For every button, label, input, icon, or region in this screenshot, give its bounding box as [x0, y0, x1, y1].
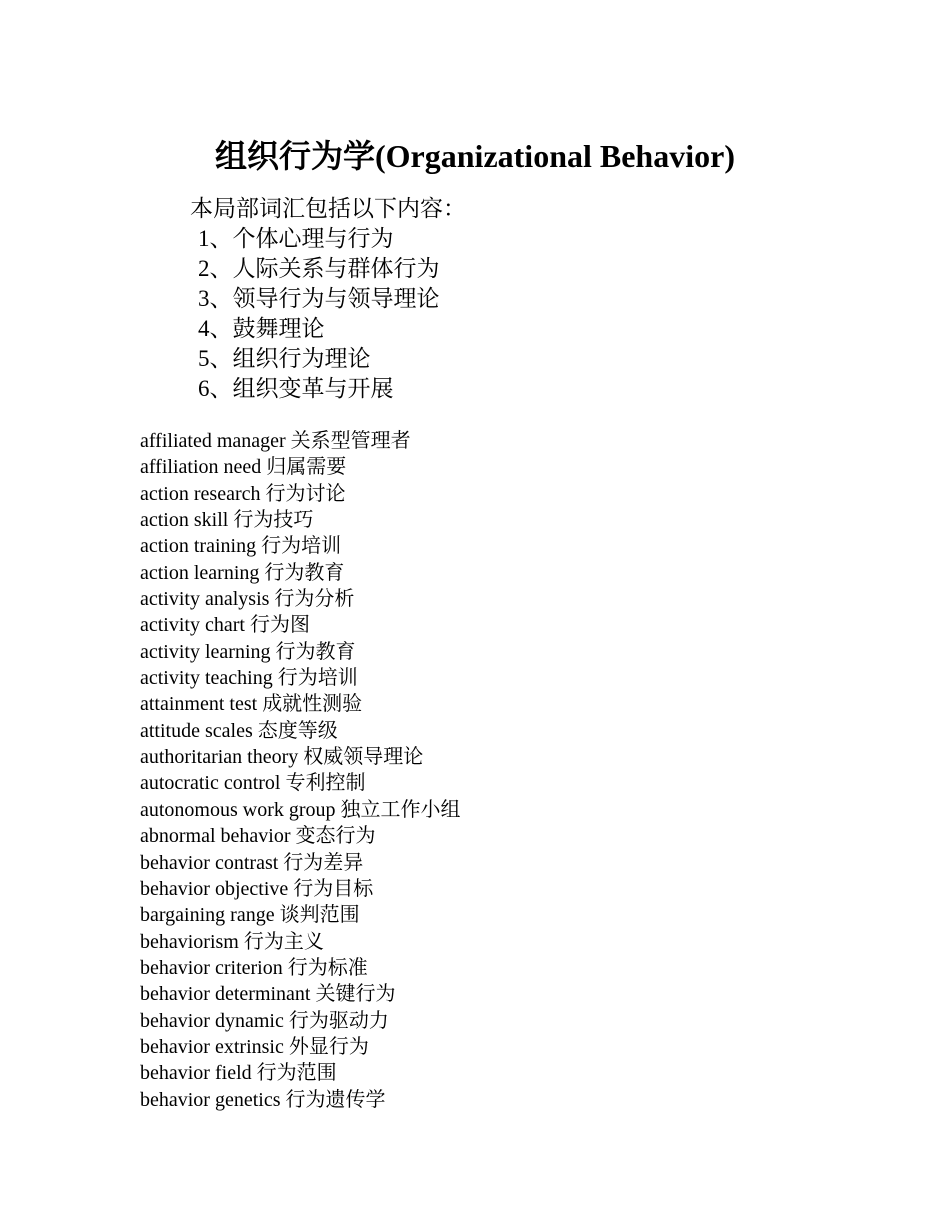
glossary-entry: [140, 507, 461, 533]
term-english: autonomous work group: [140, 798, 336, 821]
term-chinese: 权威领导理论: [303, 746, 424, 769]
term-english: behavior determinant: [140, 983, 311, 1006]
term-chinese: 行为教育: [275, 640, 356, 663]
glossary-entry: [140, 586, 461, 612]
term-english: behavior dynamic: [140, 1009, 284, 1032]
term-chinese: 行为目标: [293, 877, 374, 900]
glossary-entry: [140, 691, 461, 717]
term-chinese: 行为技巧: [233, 509, 314, 532]
term-english: activity chart: [140, 614, 245, 637]
term-chinese: 行为驱动力: [288, 1009, 389, 1032]
section-item: 5、组织行为理论: [198, 346, 371, 371]
term-english: activity learning: [140, 640, 271, 663]
term-chinese: 行为标准: [287, 956, 368, 979]
term-english: behavior criterion: [140, 956, 283, 979]
glossary-entry: [140, 1008, 461, 1034]
term-english: behavior extrinsic: [140, 1035, 284, 1058]
section-list: [190, 224, 466, 404]
glossary-entry: [140, 770, 461, 796]
term-chinese: 关键行为: [315, 983, 396, 1006]
term-chinese: 行为主义: [243, 930, 324, 953]
term-english: action skill: [140, 509, 229, 532]
term-chinese: 归属需要: [266, 456, 347, 479]
page-title: 组织行为学(Organizational Behavior): [215, 138, 735, 175]
glossary-entry: [140, 718, 461, 744]
term-english: behaviorism: [140, 930, 239, 953]
section-item: 2、人际关系与群体行为: [198, 256, 440, 281]
term-chinese: 外显行为: [288, 1035, 369, 1058]
glossary-entry: [140, 481, 461, 507]
term-chinese: 行为培训: [261, 535, 342, 558]
term-chinese: 专利控制: [285, 772, 366, 795]
section-item: 3、领导行为与领导理论: [198, 286, 440, 311]
term-english: behavior genetics: [140, 1088, 281, 1111]
term-chinese: 行为分析: [274, 588, 355, 611]
section-item: 1、个体心理与行为: [198, 226, 394, 251]
glossary-entry: [140, 533, 461, 559]
term-english: activity teaching: [140, 667, 273, 690]
glossary-list: [140, 428, 461, 1113]
glossary-entry: [140, 560, 461, 586]
term-english: authoritarian theory: [140, 746, 299, 769]
glossary-entry: [140, 929, 461, 955]
term-english: affiliated manager: [140, 430, 286, 452]
glossary-entry: [140, 665, 461, 691]
term-english: action research: [140, 482, 261, 505]
term-chinese: 行为讨论: [265, 482, 346, 505]
term-chinese: 变态行为: [295, 825, 376, 848]
term-english: action learning: [140, 561, 260, 584]
glossary-entry: [140, 902, 461, 928]
intro-section: [190, 194, 466, 404]
term-chinese: 行为差异: [283, 851, 364, 874]
term-english: abnormal behavior: [140, 825, 291, 848]
term-chinese: 成就性测验: [262, 693, 363, 716]
term-english: bargaining range: [140, 904, 275, 927]
glossary-entry: [140, 876, 461, 902]
section-item: 4、鼓舞理论: [198, 316, 325, 341]
term-english: attainment test: [140, 693, 258, 716]
glossary-entry: [140, 797, 461, 823]
glossary-entry: [140, 1060, 461, 1086]
term-chinese: 谈判范围: [279, 904, 360, 927]
term-chinese: 态度等级: [257, 719, 338, 742]
term-english: activity analysis: [140, 588, 270, 611]
term-english: behavior contrast: [140, 851, 279, 874]
glossary-entry: [140, 639, 461, 665]
glossary-entry: [140, 1087, 461, 1113]
term-english: attitude scales: [140, 719, 253, 742]
term-chinese: 关系型管理者: [290, 430, 411, 452]
term-chinese: 行为图: [249, 614, 310, 637]
term-chinese: 行为遗传学: [285, 1088, 386, 1111]
term-english: behavior field: [140, 1062, 252, 1085]
glossary-entry: [140, 850, 461, 876]
intro-heading: 本局部词汇包括以下内容：: [190, 196, 466, 221]
term-chinese: 行为培训: [277, 667, 358, 690]
glossary-entry: [140, 612, 461, 638]
term-chinese: 行为教育: [264, 561, 345, 584]
section-item: 6、组织变革与开展: [198, 376, 394, 401]
glossary-entry: [140, 823, 461, 849]
glossary-entry: [140, 955, 461, 981]
glossary-entry: [140, 981, 461, 1007]
glossary-entry: [140, 744, 461, 770]
term-english: affiliation need: [140, 456, 262, 479]
term-english: autocratic control: [140, 772, 281, 795]
term-english: action training: [140, 535, 257, 558]
glossary-entry: [140, 428, 461, 454]
glossary-entry: [140, 1034, 461, 1060]
term-chinese: 独立工作小组: [340, 798, 461, 821]
term-chinese: 行为范围: [256, 1062, 337, 1085]
glossary-entry: [140, 454, 461, 480]
term-english: behavior objective: [140, 877, 289, 900]
